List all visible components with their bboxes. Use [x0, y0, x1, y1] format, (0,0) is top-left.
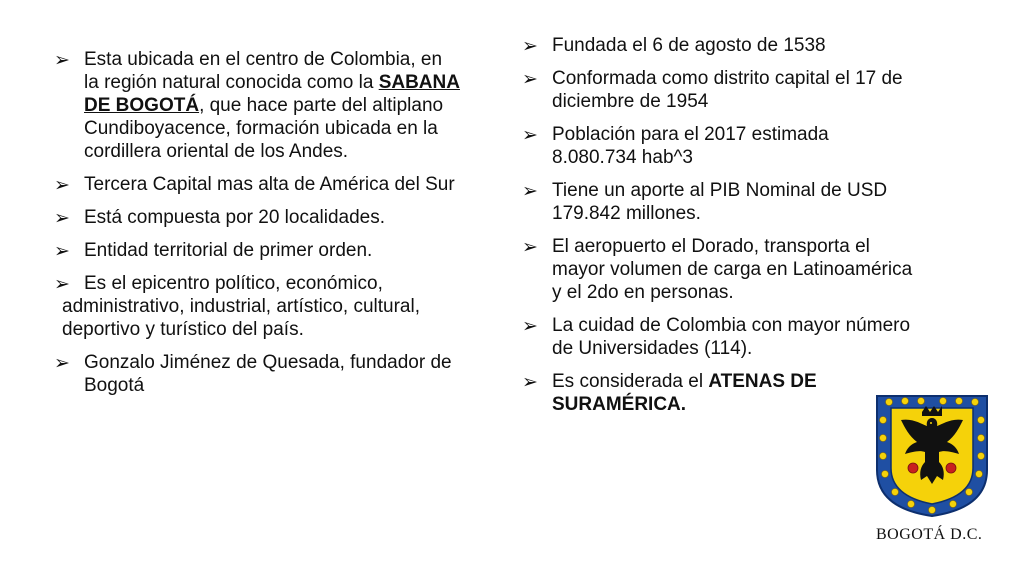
right-column	[520, 34, 915, 426]
left-bullet-2-text: Tercera Capital mas alta de América del Sur	[84, 174, 455, 195]
left-bullet-3	[52, 206, 462, 229]
sabana-de-bogota-emphasis: SABANA DE BOGOTÁ	[84, 72, 460, 116]
right-bullet-7	[520, 370, 915, 416]
arrow-bullet-icon: ➢	[54, 274, 70, 295]
right-bullet-5-text: El aeropuerto el Dorado, transporta el mayor volumen de carga en Latinoamérica y el 2do en personas.	[552, 236, 913, 303]
emblem-caption: BOGOTÁ D.C.	[876, 526, 983, 543]
arrow-bullet-icon: ➢	[54, 175, 70, 196]
left-bullet-5-rest: administrativo, industrial, artístico, cultural, deportivo y turístico del país.	[62, 296, 420, 340]
right-bullet-6-text: La cuidad de Colombia con mayor número de Universidades (114).	[552, 315, 911, 359]
arrow-bullet-icon: ➢	[54, 241, 70, 262]
arrow-bullet-icon: ➢	[54, 353, 70, 374]
atenas-de-suramerica-emphasis: ATENAS DE SURAMÉRICA.	[552, 371, 817, 415]
right-bullet-6	[520, 314, 915, 360]
arrow-bullet-icon: ➢	[522, 125, 538, 146]
left-bullet-1-text-end: , que hace parte del altiplano Cundiboyacence, formación ubicada en la cordillera oriental de los Andes.	[84, 95, 444, 162]
left-bullet-1-text: Esta ubicada en el centro de Colombia, en la región natural conocida como la	[84, 49, 443, 93]
left-bullet-3-text: Está compuesta por 20 localidades.	[84, 207, 386, 228]
left-bullet-6-text: Gonzalo Jiménez de Quesada, fundador de Bogotá	[84, 352, 452, 396]
left-column	[52, 48, 462, 407]
right-bullet-4-text: Tiene un aporte al PIB Nominal de USD 179.842 millones.	[552, 180, 888, 224]
arrow-bullet-icon: ➢	[522, 36, 538, 57]
arrow-bullet-icon: ➢	[522, 237, 538, 258]
right-bullet-2-text: Conformada como distrito capital el 17 de diciembre de 1954	[552, 68, 903, 112]
left-bullet-5	[52, 272, 462, 341]
right-bullet-4	[520, 179, 915, 225]
arrow-bullet-icon: ➢	[522, 316, 538, 337]
left-bullet-2	[52, 173, 462, 196]
arrow-bullet-icon: ➢	[54, 208, 70, 229]
right-bullet-5	[520, 235, 915, 304]
right-bullet-7-text: Es considerada el	[552, 371, 709, 392]
right-bullet-1	[520, 34, 915, 57]
left-bullet-4	[52, 239, 462, 262]
left-bullet-1	[52, 48, 462, 163]
arrow-bullet-icon: ➢	[54, 50, 70, 71]
arrow-bullet-icon: ➢	[522, 69, 538, 90]
right-bullet-2	[520, 67, 915, 113]
arrow-bullet-icon: ➢	[522, 181, 538, 202]
arrow-bullet-icon: ➢	[522, 372, 538, 393]
left-bullet-5-first-line: Es el epicentro político, económico,	[84, 273, 383, 294]
right-bullet-3-text: Población para el 2017 estimada 8.080.734 hab^3	[552, 124, 829, 168]
right-bullet-3	[520, 123, 915, 169]
right-bullet-1-text: Fundada el 6 de agosto de 1538	[552, 35, 826, 56]
bogota-coat-of-arms-icon	[873, 392, 991, 518]
left-bullet-6	[52, 351, 462, 397]
left-bullet-4-text: Entidad territorial de primer orden.	[84, 240, 373, 261]
